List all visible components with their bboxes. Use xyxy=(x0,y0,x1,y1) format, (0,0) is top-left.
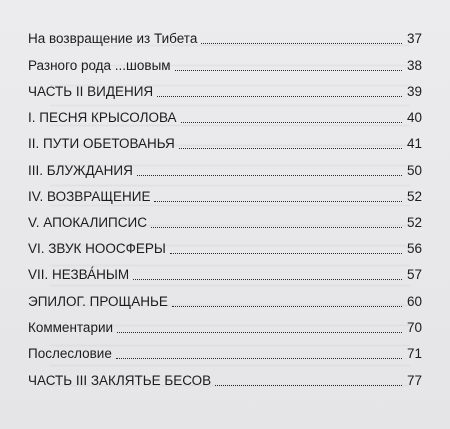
toc-entry-page: 71 xyxy=(406,346,422,361)
dot-leader xyxy=(154,201,402,202)
toc-entry-page: 57 xyxy=(406,267,422,282)
toc-entry xyxy=(28,25,422,47)
toc-entry xyxy=(28,261,422,283)
toc-entry-page: 56 xyxy=(406,241,422,256)
toc-entry xyxy=(28,314,422,336)
toc-entry-title: Разного рода ...шовым xyxy=(28,58,171,73)
toc-entry-title: V. АПОКАЛИПСИС xyxy=(28,215,147,230)
toc-entry xyxy=(28,104,422,126)
dot-leader xyxy=(201,43,402,44)
toc-entry-title: VI. ЗВУК НООСФЕРЫ xyxy=(28,241,166,256)
dot-leader xyxy=(179,148,402,149)
toc-entry xyxy=(28,367,422,389)
toc-entry-title: На возвращение из Тибета xyxy=(28,31,198,46)
toc-entry-title: VII. НЕЗВА́НЫМ xyxy=(28,267,130,282)
toc-entry-page: 52 xyxy=(406,215,422,230)
dot-leader xyxy=(181,122,403,123)
toc-entry-page: 40 xyxy=(406,110,422,125)
dot-leader xyxy=(157,96,402,97)
dot-leader xyxy=(172,306,402,307)
dot-leader xyxy=(117,332,402,333)
toc-entry-page: 70 xyxy=(406,320,422,335)
toc-entry-page: 60 xyxy=(406,294,422,309)
dot-leader xyxy=(175,70,402,71)
toc-entry xyxy=(28,183,422,205)
toc-entry xyxy=(28,130,422,152)
toc-entry xyxy=(28,235,422,257)
dot-leader xyxy=(151,227,402,228)
toc-entry xyxy=(28,288,422,310)
toc-entry-title: ЭПИЛОГ. ПРОЩАНЬЕ xyxy=(28,294,168,309)
toc-entry-page: 77 xyxy=(406,373,422,388)
toc-entry-page: 39 xyxy=(406,84,422,99)
toc-entry-title: Комментарии xyxy=(28,320,114,335)
toc-entry-title: ЧАСТЬ III ЗАКЛЯТЬЕ БЕСОВ xyxy=(28,373,212,388)
toc-entry-page: 50 xyxy=(406,163,422,178)
dot-leader xyxy=(137,175,402,176)
dot-leader xyxy=(215,385,402,386)
toc-entry xyxy=(28,209,422,231)
dot-leader xyxy=(170,253,402,254)
toc-entry-title: Послесловие xyxy=(28,346,112,361)
toc-entry xyxy=(28,157,422,179)
toc-entry-page: 37 xyxy=(406,31,422,46)
toc-entry-title: ЧАСТЬ II ВИДЕНИЯ xyxy=(28,84,154,99)
toc-entry xyxy=(28,340,422,362)
toc-entry xyxy=(28,52,422,74)
toc-entry-title: I. ПЕСНЯ КРЫСОЛОВА xyxy=(28,110,177,125)
toc-entry-title: IV. ВОЗВРАЩЕНИЕ xyxy=(28,189,151,204)
dot-leader xyxy=(133,279,402,280)
toc-entry-title: II. ПУТИ ОБЕТОВАНЬЯ xyxy=(28,136,175,151)
toc-entry xyxy=(28,78,422,100)
dot-leader xyxy=(116,358,402,359)
toc-entry-page: 41 xyxy=(406,136,422,151)
toc-entry-page: 38 xyxy=(406,58,422,73)
toc-entry-title: III. БЛУЖДАНИЯ xyxy=(28,163,133,178)
toc-entry-page: 52 xyxy=(406,189,422,204)
